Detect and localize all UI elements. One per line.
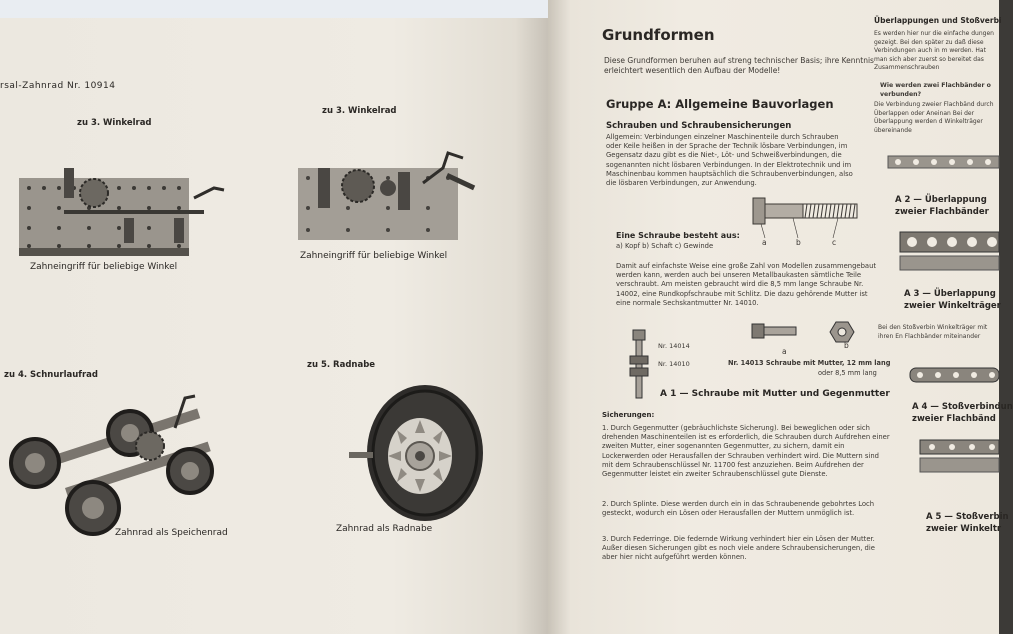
screw-label-a: a xyxy=(762,238,767,247)
part-description-2: oder 8,5 mm lang xyxy=(818,369,877,377)
left-page-header: rsal-Zahnrad Nr. 10914 xyxy=(0,81,116,91)
figure-caption-4: Zahnrad als Radnabe xyxy=(336,524,433,534)
screw-diagram xyxy=(753,196,863,246)
screw-parts: a) Kopf b) Schaft c) Gewinde xyxy=(616,242,714,250)
a2-title: A 2 — Überlappung xyxy=(895,195,987,205)
a4-subtitle: zweier Flachbänd xyxy=(912,414,996,424)
figure-winkelrad-1 xyxy=(14,148,229,258)
a5-subtitle: zweier Winkeltr xyxy=(926,524,1002,534)
part-number-14010: Nr. 14010 xyxy=(658,360,690,368)
sicherungen-title: Sicherungen: xyxy=(602,411,655,419)
side-title: Überlappungen und Stoßverbi xyxy=(874,16,1002,25)
side-answer: Die Verbindung zweier Flachbänd durch Überlappen oder Aneinan Bei der Überlappung werden d Winkelträger übereinande xyxy=(874,101,994,134)
part-description xyxy=(728,359,890,369)
background-strip xyxy=(0,0,548,18)
screw-title: Eine Schraube besteht aus: xyxy=(616,231,740,240)
part-number-14014: Nr. 14014 xyxy=(658,342,690,350)
intro-text: Diese Grundformen beruhen auf streng technischer Basis; ihre Kenntnis erleichtert wesentlich den Aufbau der Modelle! xyxy=(604,56,874,75)
part-description-text: Nr. 14013 Schraube mit Mutter, 12 mm lang xyxy=(728,359,891,367)
bolt-nut-diagram xyxy=(626,330,652,400)
right-page xyxy=(548,0,1013,634)
nut-label-b: b xyxy=(844,341,849,350)
screw-label-c: c xyxy=(832,238,837,247)
side-text: Es werden hier nur die einfache dungen gezeigt. Bei den später zu daß diese Verbindungen auch in m werden. Hat man sich aber zuerst so bereitet das Zusammenschrauben xyxy=(874,30,994,71)
side-question: Wie werden zwei Flachbänder o verbunden? xyxy=(880,82,991,98)
flat-strip-diagram-2 xyxy=(900,228,999,276)
flat-strip-diagram-1 xyxy=(888,150,999,174)
a4-title: A 4 — Stoßverbindun xyxy=(912,402,1013,412)
left-page xyxy=(0,18,560,634)
sicherung-item-2: 2. Durch Splinte. Diese werden durch ein in das Schraubenende gebohrtes Loch gesteckt, wodurch ein Lösen oder Herausfallen der Muttern unmöglich ist. xyxy=(602,500,875,518)
nut-label-a: a xyxy=(782,347,787,356)
a3-title: A 3 — Überlappung xyxy=(904,289,996,299)
a3-text: Bei den Stoßverbin Winkelträger mit ihren En Flachbänder miteinander xyxy=(878,324,988,340)
section-title: Schrauben und Schraubensicherungen xyxy=(606,121,792,131)
flat-strip-diagram-4 xyxy=(920,436,999,480)
sicherung-item-3: 3. Durch Federringe. Die federnde Wirkung verhindert hier ein Lösen der Mutter. Außer diesen Sicherungen gibt es noch viele andere Schraubensicherungen, die aber hier nicht aufgeführt werden können. xyxy=(602,535,875,562)
figure-caption-1: Zahneingriff für beliebige Winkel xyxy=(30,262,178,272)
group-title: Gruppe A: Allgemeine Bauvorlagen xyxy=(606,97,834,111)
figure-winkelrad-2 xyxy=(288,138,488,243)
figure-radnabe xyxy=(345,378,495,523)
screw-text: Damit auf einfachste Weise eine große Zahl von Modellen zusammengebaut werden kann, werden auch bei unseren Metallbaukasten sämtliche Teile verschraubt. Am meisten gebraucht wird die 8,5 mm lange Schraube Nr. 14002, eine Rundkopfschraube mit Schlitz. Die dazu gehörende Mutter ist eine normale Sechskantmutter Nr. 14010. xyxy=(616,262,877,307)
a1-title: A 1 — Schraube mit Mutter und Gegenmutter xyxy=(660,389,890,399)
section-text: Allgemein: Verbindungen einzelner Maschinenteile durch Schrauben oder Keile heißen in der Sprache der Technik lösbare Verbindungen, im Gegensatz dazu gibt es die Niet-, Löt- und Schweißverbindungen, die sogenannten nicht lösbaren Verbindungen. In der Elektrotechnik und im Maschinenbau kommen hauptsächlich die Schraubenverbindungen, also die lösbaren Verbindungen, zur Anwendung. xyxy=(606,133,853,188)
sicherung-item-1: 1. Durch Gegenmutter (gebräuchlichste Sicherung). Bei beweglichen oder sich drehenden Maschinenteilen ist es erforderlich, die Schrauben durch Aufdrehen einer zweiten Mutter, einer sogenannten Gegenmutter, zu sichern, damit ein Lockerwerden oder Herausfallen der Schrauben verhindert wird. Die Muttern sind mit dem Schraubenschlüssel Nr. 11700 fest anzuziehen. Beim Aufdrehen der Gegenmutter leistet ein zweiter Schraubenschlüssel gute Dienste. xyxy=(602,424,890,479)
flat-strip-diagram-3 xyxy=(910,364,999,388)
screw-label-b: b xyxy=(796,238,801,247)
a5-title: A 5 — Stoßverbin xyxy=(926,512,1009,522)
page-title: Grundformen xyxy=(602,26,715,44)
figure-ref-3: zu 4. Schnurlaufrad xyxy=(4,370,98,380)
figure-ref-4: zu 5. Radnabe xyxy=(307,360,376,370)
a3-subtitle: zweier Winkelträger xyxy=(904,301,1001,311)
figure-ref-1: zu 3. Winkelrad xyxy=(77,118,152,128)
figure-caption-2: Zahneingriff für beliebige Winkel xyxy=(300,251,448,261)
figure-ref-2: zu 3. Winkelrad xyxy=(322,106,397,116)
figure-speichenrad xyxy=(5,368,220,538)
a2-subtitle: zweier Flachbänder xyxy=(895,207,989,217)
figure-caption-3: Zahnrad als Speichenrad xyxy=(115,528,228,538)
